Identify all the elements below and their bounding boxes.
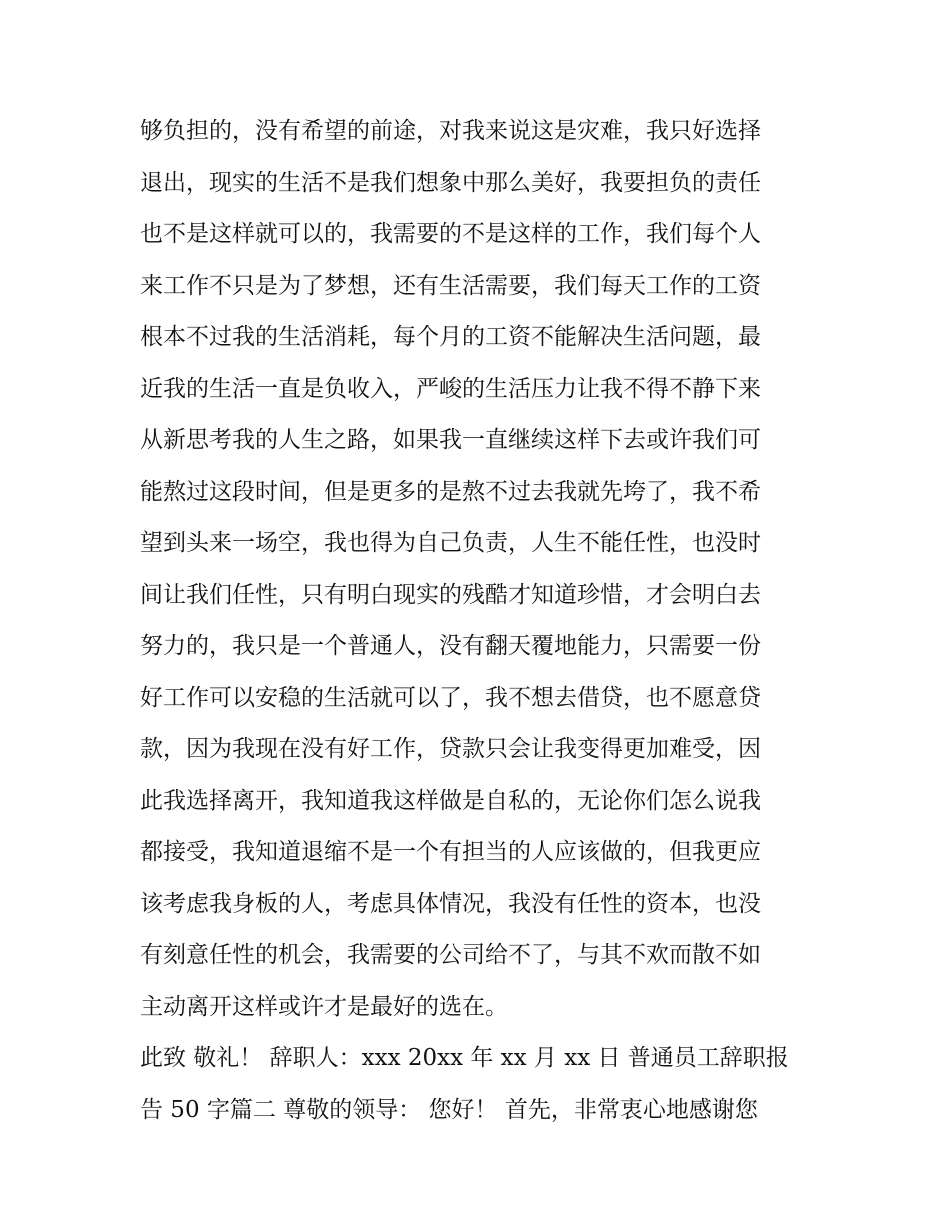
text-line-6: 近我的生活一直是负收入，严峻的生活压力让我不得不静下来 — [140, 375, 761, 402]
text-line-15: 都接受，我知道退缩不是一个有担当的人应该做的，但我更应 — [140, 839, 761, 865]
text-line-8: 能熬过这段时间，但是更多的是熬不过去我就先垮了，我不希 — [140, 478, 761, 505]
text-line-14: 此我选择离开，我知道我这样做是自私的，无论你们怎么说我 — [140, 787, 761, 814]
text-line-18: 主动离开这样或许才是最好的选在。 — [140, 993, 508, 1020]
text-line-11: 努力的，我只是一个普通人，没有翻天覆地能力，只需要一份 — [140, 633, 761, 659]
text-line-17: 有刻意任性的机会，我需要的公司给不了，与其不欢而散不如 — [140, 942, 761, 968]
text-line-13: 款，因为我现在没有好工作，贷款只会让我变得更加难受，因 — [140, 736, 761, 762]
text-line-7: 从新思考我的人生之路，如果我一直继续这样下去或许我们可 — [140, 427, 761, 453]
text-line-9: 望到头来一场空，我也得为自己负责，人生不能任性，也没时 — [140, 530, 761, 556]
document-body — [140, 106, 820, 1136]
text-line-10: 间让我们任性，只有明白现实的残酷才知道珍惜，才会明白去 — [140, 581, 761, 608]
text-line-1: 够负担的，没有希望的前途，对我来说这是灾难，我只好选择 — [140, 118, 761, 144]
text-line-4: 来工作不只是为了梦想，还有生活需要，我们每天工作的工资 — [140, 272, 761, 299]
text-line-20: 告 50 字篇二 尊敬的领导： 您好！ 首先，非常衷心地感谢您 — [140, 1096, 758, 1123]
text-line-12: 好工作可以安稳的生活就可以了，我不想去借贷，也不愿意贷 — [140, 684, 761, 711]
text-line-2: 退出，现实的生活不是我们想象中那么美好，我要担负的责任 — [140, 169, 761, 196]
text-line-5: 根本不过我的生活消耗，每个月的工资不能解决生活问题，最 — [140, 324, 761, 350]
text-line-3: 也不是这样就可以的，我需要的不是这样的工作，我们每个人 — [140, 221, 761, 247]
text-line-19: 此致 敬礼！ 辞职人：xxx 20xx 年 xx 月 xx 日 普通员工辞职报 — [140, 1045, 789, 1071]
text-line-16: 该考虑我身板的人，考虑具体情况，我没有任性的资本，也没 — [140, 890, 761, 917]
